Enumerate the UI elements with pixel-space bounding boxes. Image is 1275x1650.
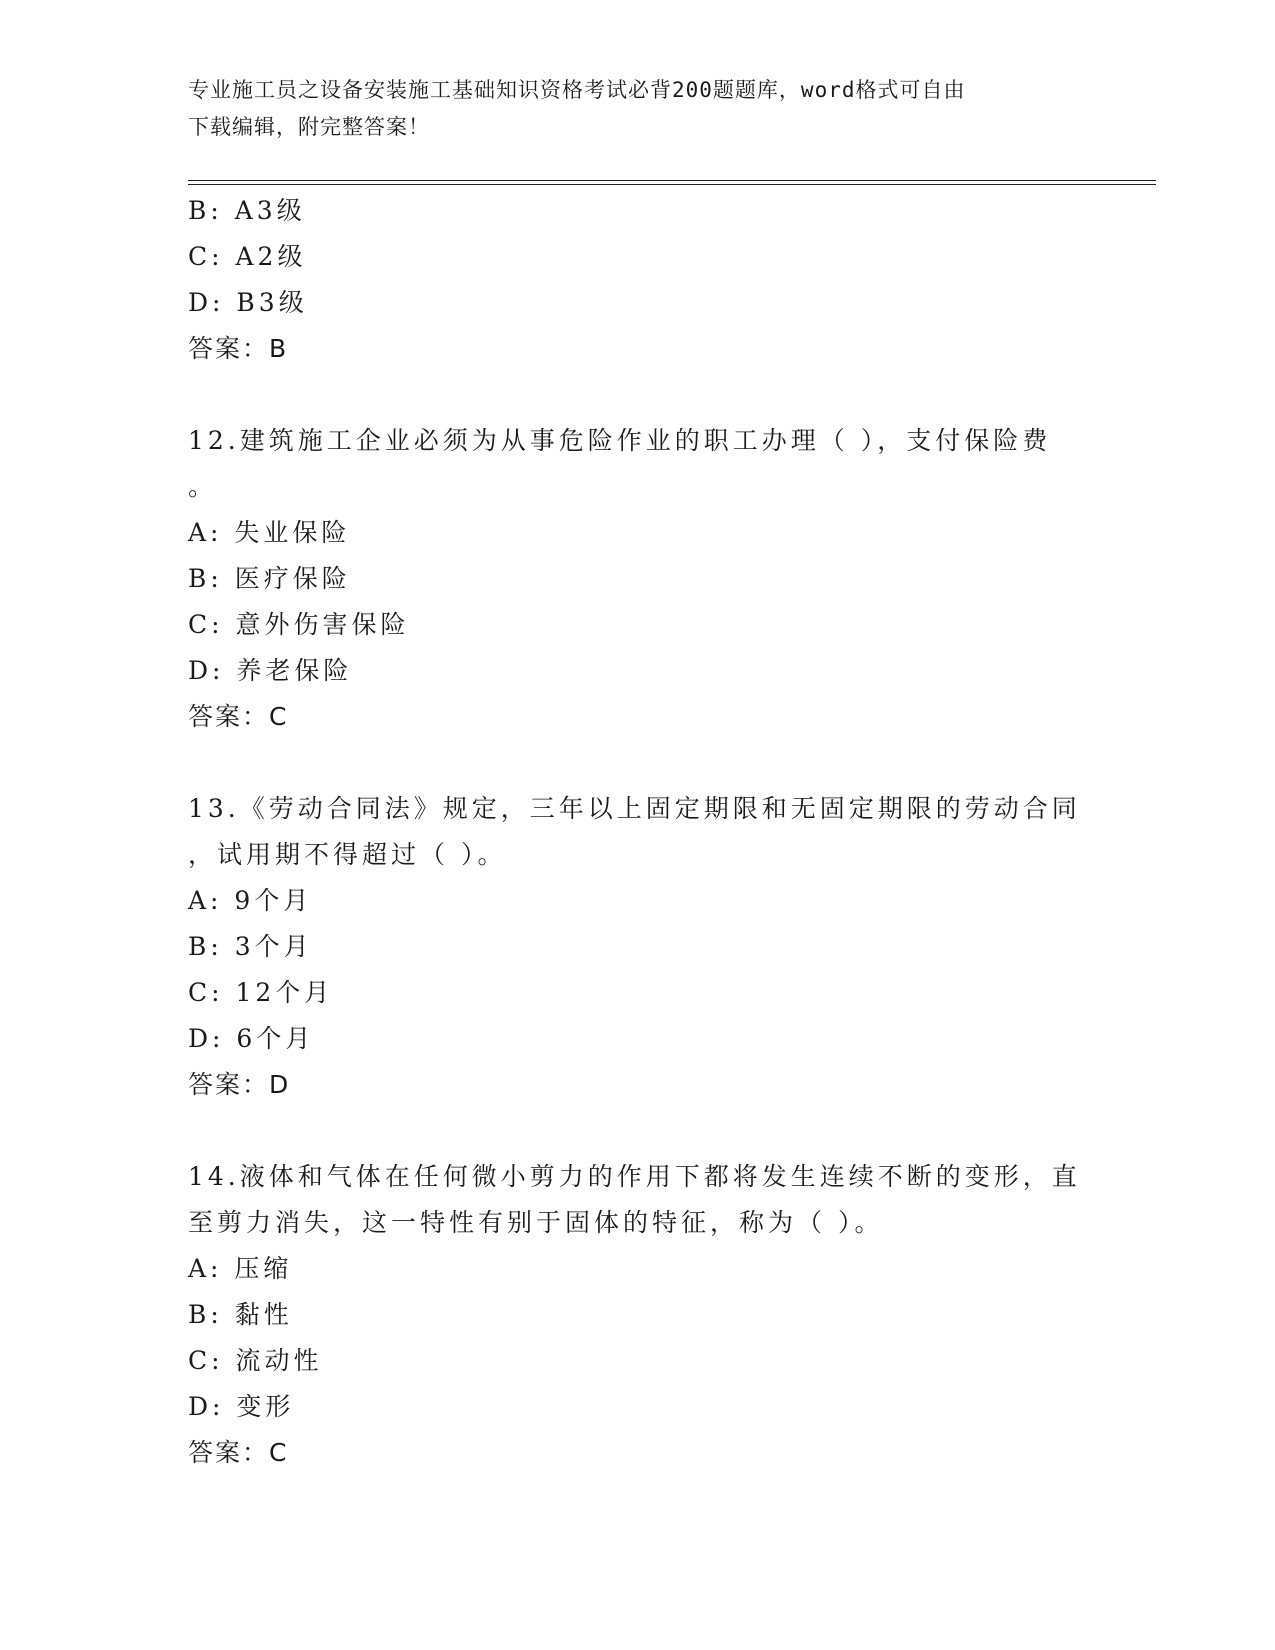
option-b: B: 3个月: [188, 932, 313, 961]
option-d: D: 6个月: [188, 1024, 315, 1053]
option-a: A: 9个月: [188, 886, 313, 915]
option-d: D: 养老保险: [188, 656, 353, 685]
answer-line: 答案：C: [188, 1438, 289, 1467]
option-b: B: 医疗保险: [188, 564, 351, 593]
option-c: C: 流动性: [188, 1346, 323, 1375]
question-12: [188, 418, 1088, 740]
option-b: B: A3级: [188, 196, 306, 225]
answer-line: 答案：B: [188, 334, 289, 363]
header-line-1: 专业施工员之设备安装施工基础知识资格考试必背200题题库，word格式可自由: [188, 78, 966, 102]
question-text-line-1: 14.液体和气体在任何微小剪力的作用下都将发生连续不断的变形，直: [188, 1162, 1081, 1191]
header-divider-top: [188, 180, 1156, 181]
option-d: D: B3级: [188, 288, 308, 317]
question-text-line-1: 12.建筑施工企业必须为从事危险作业的职工办理（ ），支付保险费: [188, 426, 1052, 455]
answer-line: 答案：D: [188, 1070, 291, 1099]
question-text-line-2: ，试用期不得超过（ ）。: [188, 840, 507, 869]
question-11-tail: [188, 188, 1088, 372]
question-14: [188, 1154, 1088, 1476]
spacer: [188, 372, 1088, 418]
option-c: C: A2级: [188, 242, 307, 271]
question-content: [188, 188, 1088, 1476]
header-divider-bottom: [188, 184, 1156, 185]
option-b: B: 黏性: [188, 1300, 293, 1329]
option-a: A: 压缩: [188, 1254, 293, 1283]
option-c: C: 意外伤害保险: [188, 610, 410, 639]
spacer: [188, 740, 1088, 786]
document-header: [188, 72, 1088, 146]
spacer: [188, 1108, 1088, 1154]
question-13: [188, 786, 1088, 1108]
question-text-line-1: 13.《劳动合同法》规定，三年以上固定期限和无固定期限的劳动合同: [188, 794, 1081, 823]
option-d: D: 变形: [188, 1392, 295, 1421]
answer-line: 答案：C: [188, 702, 289, 731]
question-text-line-2: 至剪力消失，这一特性有别于固体的特征，称为（ ）。: [188, 1208, 884, 1237]
option-a: A: 失业保险: [188, 518, 351, 547]
option-c: C: 12个月: [188, 978, 334, 1007]
question-text-line-2: 。: [188, 472, 218, 501]
header-line-2: 下载编辑，附完整答案！: [188, 115, 430, 139]
